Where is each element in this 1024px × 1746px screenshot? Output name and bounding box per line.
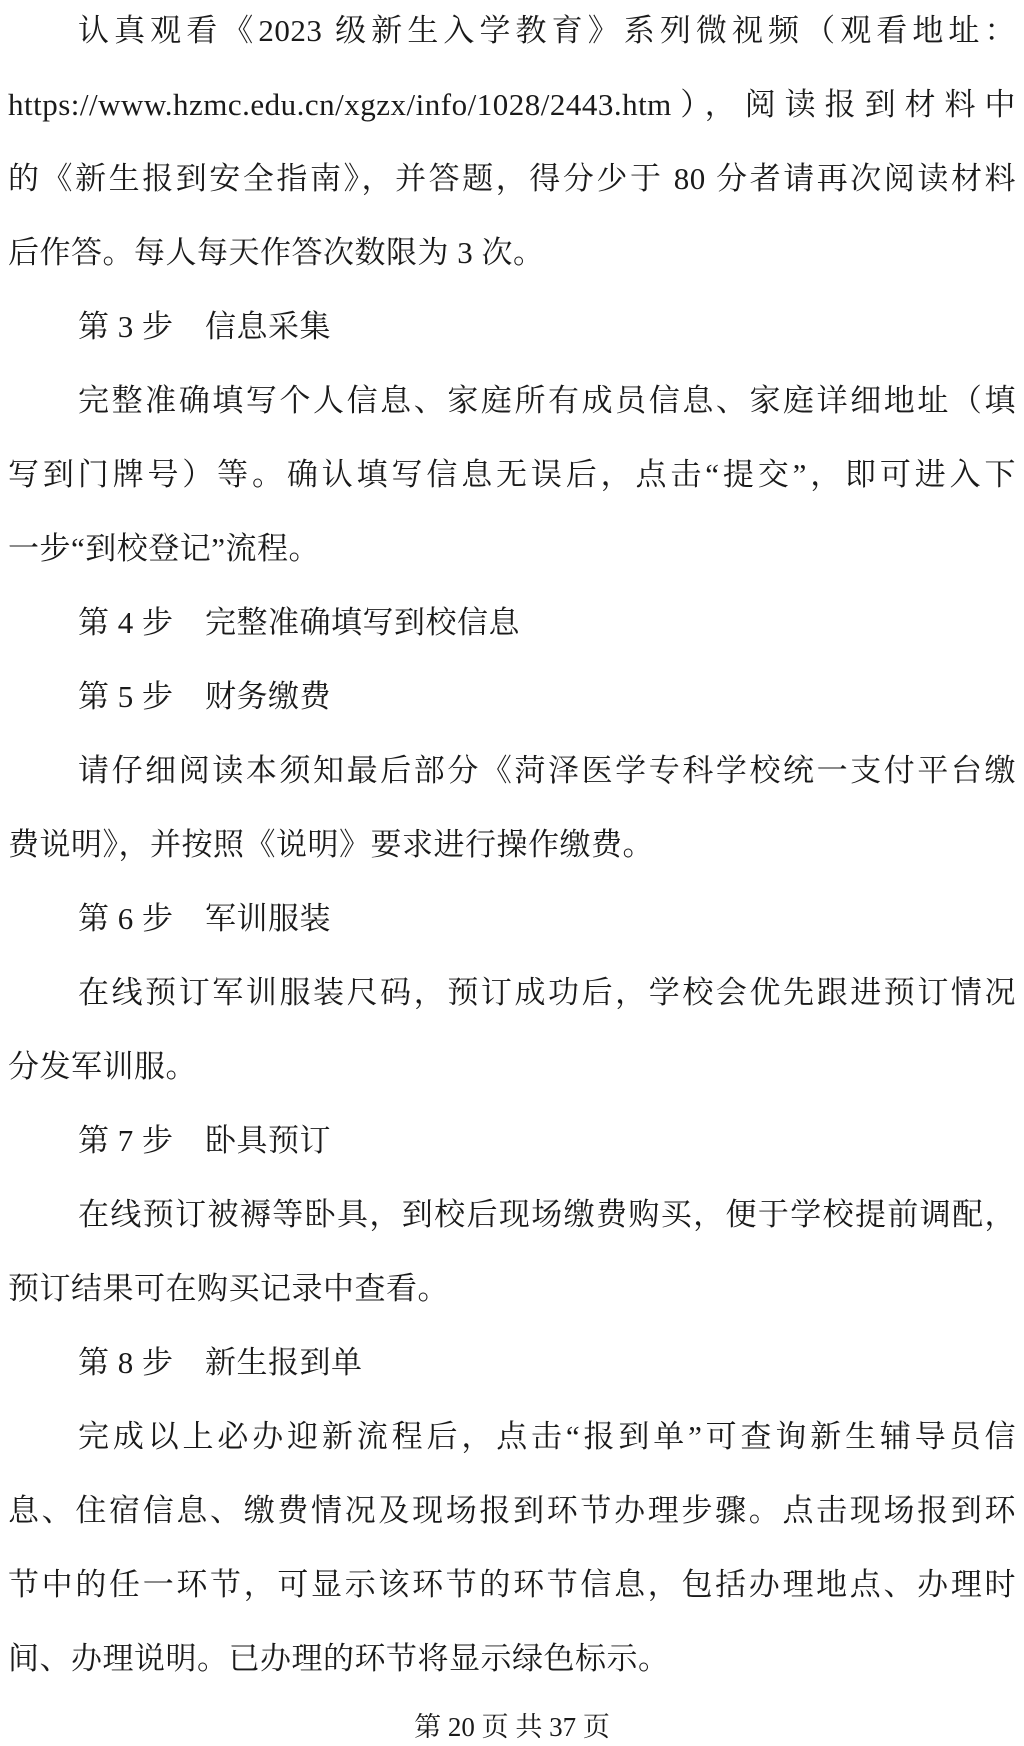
text-line-10: 第 5 步 财务缴费 bbox=[78, 679, 331, 714]
text-line-6: 完整准确填写个人信息、家庭所有成员信息、家庭详细地址（填 bbox=[78, 383, 1016, 418]
text-line-20: 完成以上必办迎新流程后，点击“报到单”可查询新生辅导员信 bbox=[78, 1419, 1016, 1454]
text-line-7: 写到门牌号）等。确认填写信息无误后，点击“提交”，即可进入下 bbox=[8, 457, 1016, 492]
text-line-14: 在线预订军训服装尺码，预订成功后，学校会优先跟进预订情况 bbox=[78, 975, 1016, 1010]
text-line-9: 第 4 步 完整准确填写到校信息 bbox=[78, 605, 520, 640]
text-line-2: https://www.hzmc.edu.cn/xgzx/info/1028/2443.htm），阅读报到材料中 bbox=[8, 87, 1016, 122]
text-line-19: 第 8 步 新生报到单 bbox=[78, 1345, 363, 1380]
text-line-17: 在线预订被褥等卧具，到校后现场缴费购买，便于学校提前调配， bbox=[78, 1197, 1016, 1232]
text-line-3: 的《新生报到安全指南》，并答题，得分少于 80 分者请再次阅读材料 bbox=[8, 161, 1016, 196]
text-line-23: 间、办理说明。已办理的环节将显示绿色标示。 bbox=[8, 1641, 670, 1676]
text-line-15: 分发军训服。 bbox=[8, 1049, 197, 1084]
text-line-1: 认真观看《2023 级新生入学教育》系列微视频（观看地址： bbox=[78, 13, 1016, 48]
page-number: 第 20 页 共 37 页 bbox=[414, 1712, 610, 1742]
text-line-5: 第 3 步 信息采集 bbox=[78, 309, 331, 344]
text-line-13: 第 6 步 军训服装 bbox=[78, 901, 331, 936]
text-line-16: 第 7 步 卧具预订 bbox=[78, 1123, 331, 1158]
document-body bbox=[8, 0, 1016, 1696]
text-line-21: 息、住宿信息、缴费情况及现场报到环节办理步骤。点击现场报到环 bbox=[8, 1493, 1016, 1528]
text-line-4: 后作答。每人每天作答次数限为 3 次。 bbox=[8, 235, 545, 270]
text-line-12: 费说明》，并按照《说明》要求进行操作缴费。 bbox=[8, 827, 654, 862]
text-line-18: 预订结果可在购买记录中查看。 bbox=[8, 1271, 449, 1306]
text-line-8: 一步“到校登记”流程。 bbox=[8, 531, 321, 566]
text-line-11: 请仔细阅读本须知最后部分《菏泽医学专科学校统一支付平台缴 bbox=[78, 753, 1016, 788]
text-line-22: 节中的任一环节，可显示该环节的环节信息，包括办理地点、办理时 bbox=[8, 1567, 1016, 1602]
